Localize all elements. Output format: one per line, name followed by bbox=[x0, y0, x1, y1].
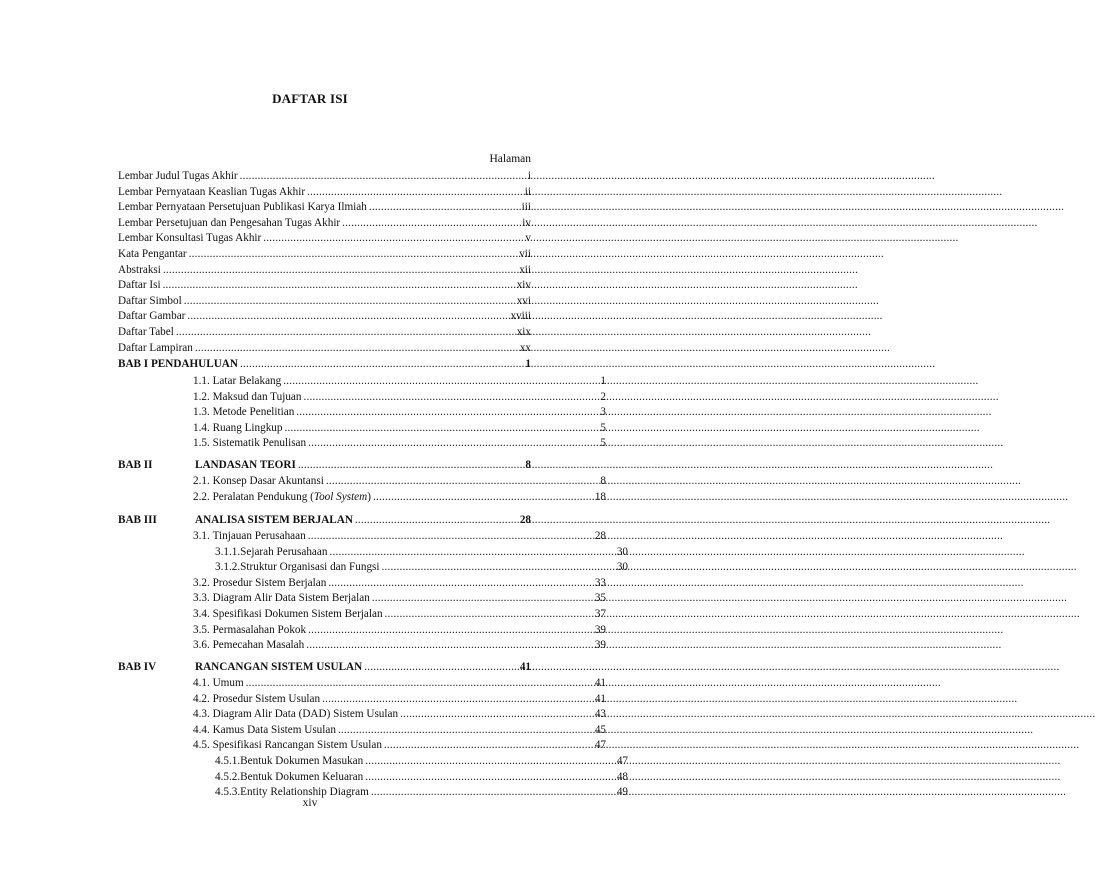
toc-section: 4.2. Prosedur Sistem Usulan ..... 41 bbox=[118, 691, 606, 706]
toc-entry: Daftar Tabel ..... xix bbox=[118, 324, 531, 339]
chapter-heading: BAB III ANALISA SISTEM BERJALAN ..... 28 bbox=[118, 512, 531, 527]
toc-section: 3.4. Spesifikasi Dokumen Sistem Berjalan ..... 37 bbox=[118, 606, 606, 621]
toc-entry: Daftar Simbol ..... xvi bbox=[118, 293, 531, 308]
toc-subsection: 4.5.3. Entity Relationship Diagram ..... 49 bbox=[118, 784, 628, 799]
toc-subsection: 3.1.1. Sejarah Perusahaan ..... 30 bbox=[118, 544, 628, 559]
toc-entry: Lembar Persetujuan dan Pengesahan Tugas Akhir ..... iv bbox=[118, 215, 531, 230]
toc-entry: Lembar Pernyataan Keaslian Tugas Akhir ..... ii bbox=[118, 184, 531, 199]
toc-section: 4.1. Umum ..... 41 bbox=[118, 675, 606, 690]
toc-entry: Kata Pengantar ..... vii bbox=[118, 246, 531, 261]
toc-section: 4.4. Kamus Data Sistem Usulan ..... 45 bbox=[118, 722, 606, 737]
toc-section: 3.3. Diagram Alir Data Sistem Berjalan ..... 35 bbox=[118, 590, 606, 605]
toc-entry: Lembar Judul Tugas Akhir ..... i bbox=[118, 168, 531, 183]
page-title: DAFTAR ISI bbox=[272, 91, 348, 106]
chapter-heading: BAB I PENDAHULUAN ..... 1 bbox=[118, 356, 531, 371]
toc-section: 3.6. Pemecahan Masalah ..... 39 bbox=[118, 637, 606, 652]
toc-entry: Lembar Pernyataan Persetujuan Publikasi Karya Ilmiah ..... iii bbox=[118, 199, 531, 214]
toc-section: 1.2. Maksud dan Tujuan ..... 2 bbox=[118, 389, 606, 404]
toc-section: 2.2. Peralatan Pendukung (Tool System) ..... 18 bbox=[118, 489, 606, 504]
toc-section: 1.4. Ruang Lingkup ..... 5 bbox=[118, 420, 606, 435]
toc-subsection: 4.5.1. Bentuk Dokumen Masukan ..... 47 bbox=[118, 753, 628, 768]
toc-section: 1.3. Metode Penelitian ..... 3 bbox=[118, 404, 606, 419]
toc-section: 2.1. Konsep Dasar Akuntansi ..... 8 bbox=[118, 473, 606, 488]
toc-entry: Daftar Lampiran ..... xx bbox=[118, 340, 531, 355]
toc-section: 1.5. Sistematik Penulisan ..... 5 bbox=[118, 435, 606, 450]
page-number: xiv bbox=[302, 797, 318, 809]
chapter-heading: BAB IV RANCANGAN SISTEM USULAN ..... 41 bbox=[118, 659, 531, 674]
toc-section: 4.5. Spesifikasi Rancangan Sistem Usulan ..... 47 bbox=[118, 737, 606, 752]
toc-entry: Daftar Gambar ..... xviii bbox=[118, 308, 531, 323]
toc-subsection: 4.5.2. Bentuk Dokumen Keluaran ..... 48 bbox=[118, 769, 628, 784]
toc-section: 3.1. Tinjauan Perusahaan ..... 28 bbox=[118, 528, 606, 543]
toc-entry: Daftar Isi ..... xiv bbox=[118, 277, 531, 292]
column-header-halaman: Halaman bbox=[489, 153, 531, 165]
toc-section: 3.5. Permasalahan Pokok ..... 39 bbox=[118, 622, 606, 637]
chapter-heading: BAB II LANDASAN TEORI ..... 8 bbox=[118, 457, 531, 472]
toc-subsection: 3.1.2. Struktur Organisasi dan Fungsi ..... 30 bbox=[118, 559, 628, 574]
toc-section: 4.3. Diagram Alir Data (DAD) Sistem Usulan ..... 43 bbox=[118, 706, 606, 721]
toc-entry: Lembar Konsultasi Tugas Akhir ..... v bbox=[118, 230, 531, 245]
toc-entry: Abstraksi ..... xii bbox=[118, 262, 531, 277]
toc-section: 1.1. Latar Belakang ..... 1 bbox=[118, 373, 606, 388]
toc-section: 3.2. Prosedur Sistem Berjalan ..... 33 bbox=[118, 575, 606, 590]
